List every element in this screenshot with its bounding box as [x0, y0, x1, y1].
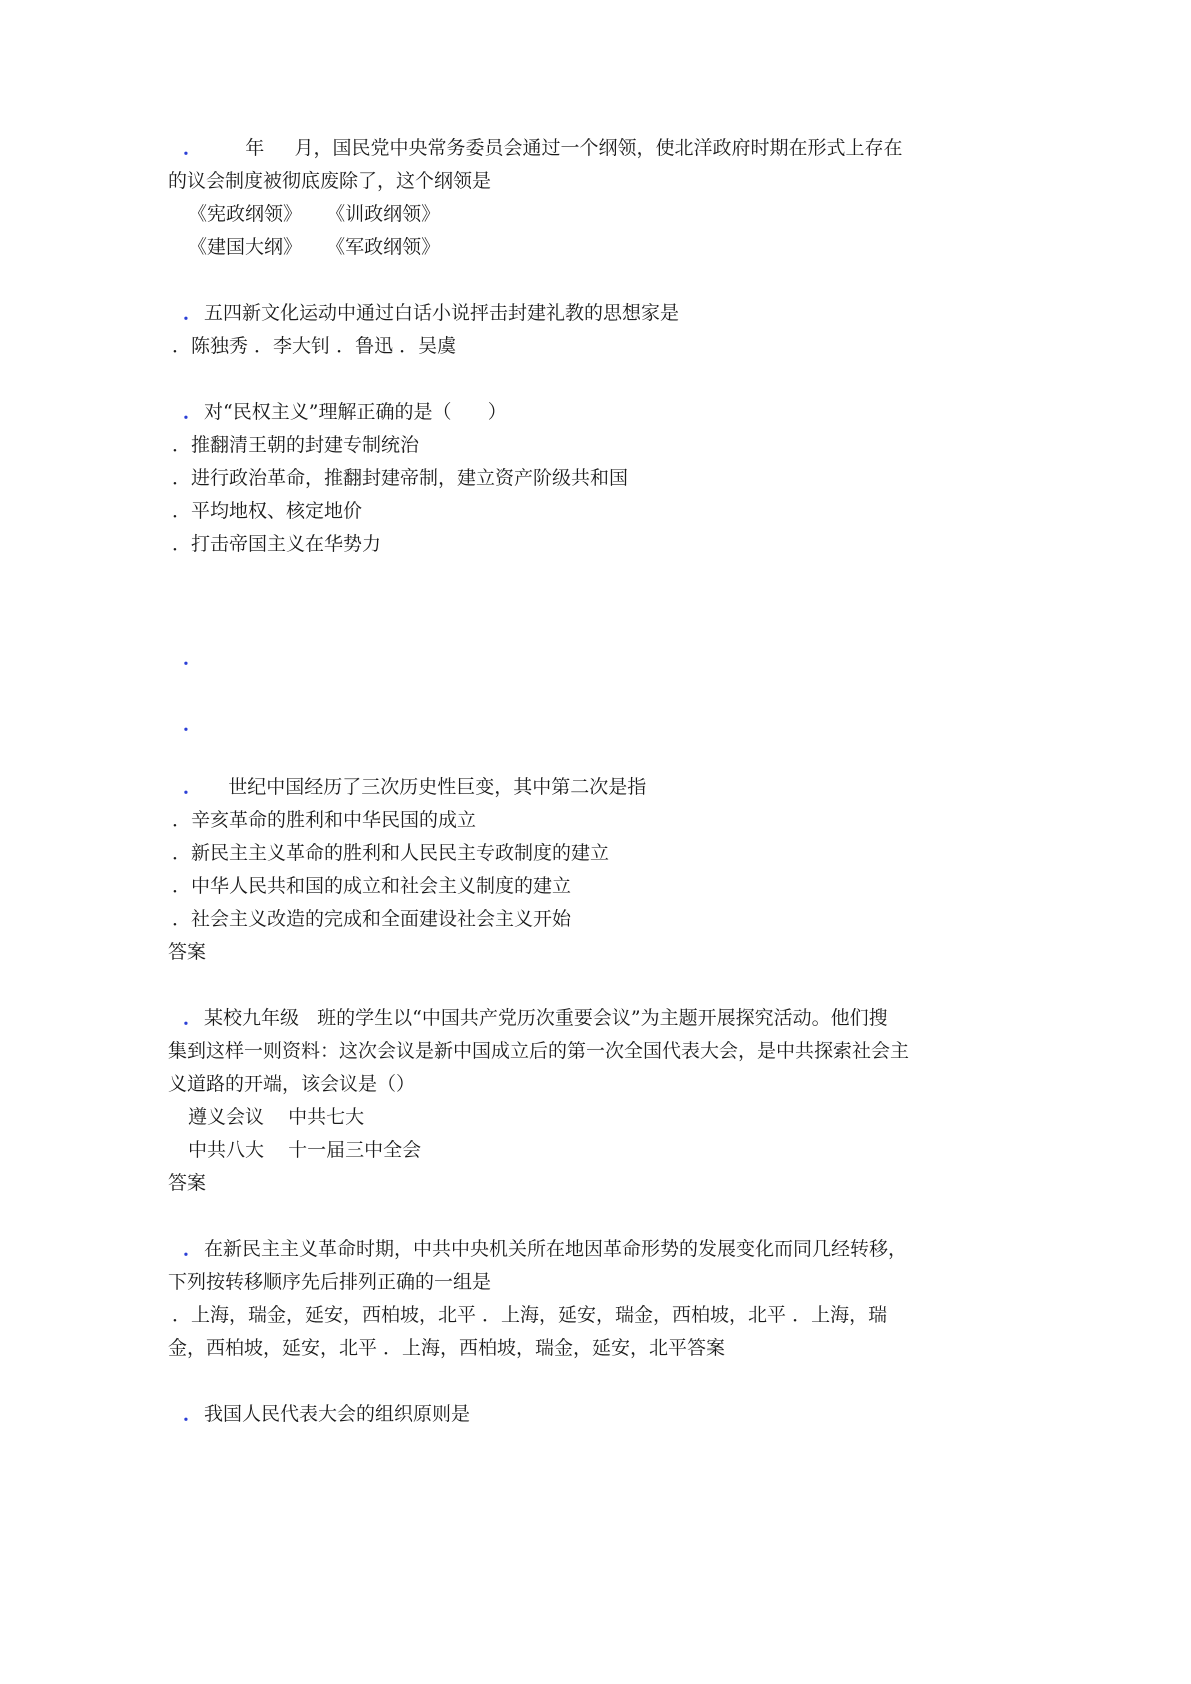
answer-options: 《建国大纲》 《军政纲领》 [188, 236, 441, 258]
question-stem: 的议会制度被彻底废除了，这个纲领是 [168, 170, 492, 192]
answer-options: 金，西柏坡，延安，北平 ．上海，西柏坡，瑞金，延安，北平答案 [168, 1337, 726, 1359]
question-number-marker: ． [183, 1403, 203, 1425]
question-number-marker: ． [183, 1007, 203, 1029]
question-number-marker: ． [183, 401, 203, 423]
answer-options: ．上海，瑞金，延安，西柏坡，北平 ．上海，延安，瑞金，西柏坡，北平 ．上海，瑞 [172, 1304, 888, 1326]
question-stem: 某校九年级 班的学生以“中国共产党历次重要会议”为主题开展探究活动。他们搜 [198, 1007, 888, 1029]
question-stem: 我国人民代表大会的组织原则是 [198, 1403, 471, 1425]
answer-options: 遵义会议 中共七大 [188, 1106, 365, 1128]
question-number-marker: ． [183, 137, 203, 159]
question-stem: 在新民主主义革命时期，中共中央机关所在地因革命形势的发展变化而同几经转移， [198, 1238, 908, 1260]
question-stem: 对“民权主义”理解正确的是（ ） [198, 401, 507, 423]
answer-option: ．新民主主义革命的胜利和人民民主专政制度的建立 [172, 842, 610, 864]
answer-option: ．平均地权、核定地价 [172, 500, 363, 522]
question-number-marker: ． [183, 302, 203, 324]
answer-label: 答案 [168, 1172, 207, 1194]
question-stem: 年 月，国民党中央常务委员会通过一个纲领，使北洋政府时期在形式上存在 [203, 137, 903, 159]
answer-option: ．打击帝国主义在华势力 [172, 533, 382, 555]
question-stem: 集到这样一则资料：这次会议是新中国成立后的第一次全国代表大会，是中共探索社会主 [168, 1040, 910, 1062]
question-stem: 五四新文化运动中通过白话小说抨击封建礼教的思想家是 [198, 302, 680, 324]
question-stem: 世纪中国经历了三次历史性巨变，其中第二次是指 [198, 776, 647, 798]
question-stem: 义道路的开端，该会议是（） [168, 1073, 416, 1095]
answer-options: 中共八大 十一届三中全会 [188, 1139, 422, 1161]
answer-label: 答案 [168, 941, 207, 963]
question-number-marker: ． [183, 776, 203, 798]
answer-option: ．社会主义改造的完成和全面建设社会主义开始 [172, 908, 572, 930]
answer-option: ．辛亥革命的胜利和中华民国的成立 [172, 809, 477, 831]
answer-option: ．进行政治革命，推翻封建帝制，建立资产阶级共和国 [172, 467, 629, 489]
question-stem: 下列按转移顺序先后排列正确的一组是 [168, 1271, 492, 1293]
question-number-marker: ． [183, 713, 203, 735]
answer-option: ．推翻清王朝的封建专制统治 [172, 434, 420, 456]
question-number-marker: ． [183, 1238, 203, 1260]
answer-options: ．陈独秀 ．李大钊 ．鲁迅 ．吴虞 [172, 335, 457, 357]
answer-option: ．中华人民共和国的成立和社会主义制度的建立 [172, 875, 572, 897]
answer-options: 《宪政纲领》 《训政纲领》 [188, 203, 441, 225]
question-number-marker: ． [183, 647, 203, 669]
